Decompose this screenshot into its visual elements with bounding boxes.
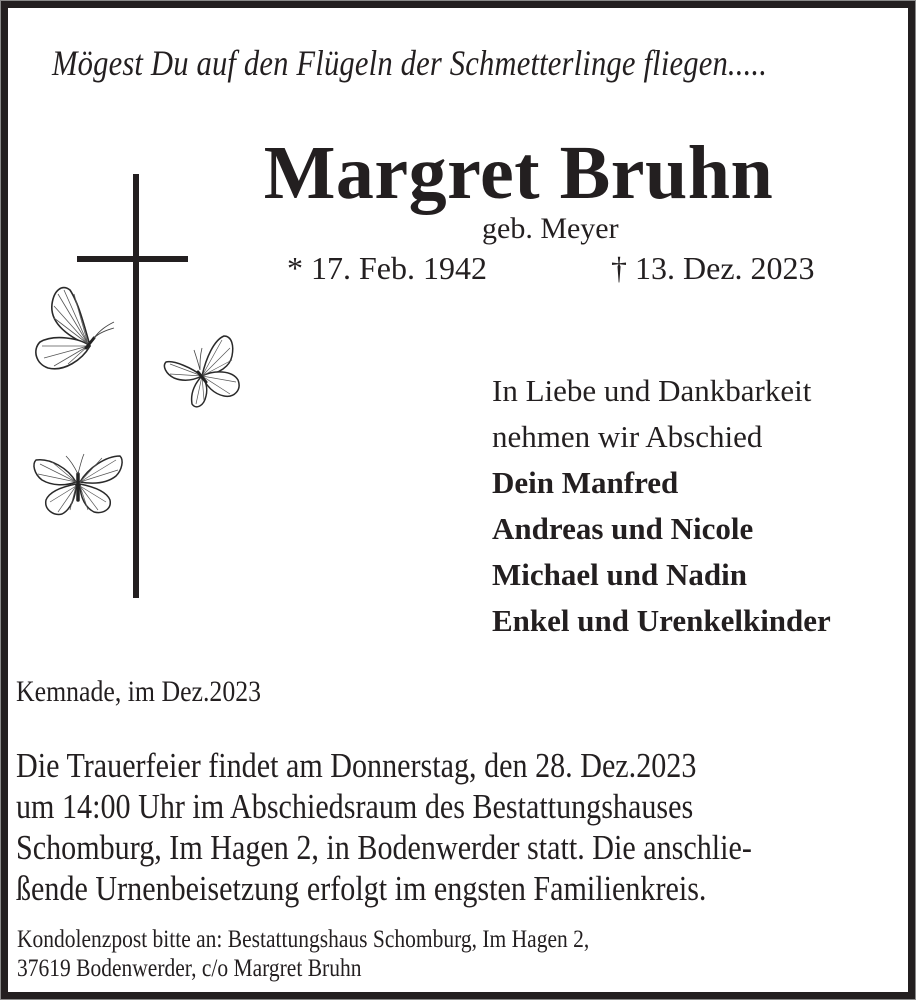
service-details xyxy=(16,745,752,909)
motto: Mögest Du auf den Flügeln der Schmetterlinge fliegen..... xyxy=(52,43,768,83)
cross-horizontal-bar xyxy=(77,256,188,262)
service-line: Schomburg, Im Hagen 2, in Bodenwerder statt. Die anschlie- xyxy=(16,828,752,867)
service-line: Die Trauerfeier findet am Donnerstag, den 28. Dez.2023 xyxy=(16,746,697,785)
condolence-address xyxy=(17,925,589,983)
condolence-line: Kondolenzpost bitte an: Bestattungshaus Schomburg, Im Hagen 2, xyxy=(17,926,590,953)
service-line: ßende Urnenbeisetzung erfolgt im engsten Familienkreis. xyxy=(16,869,707,908)
birth-date: * 17. Feb. 1942 xyxy=(287,250,487,286)
butterfly-icon xyxy=(32,452,124,520)
farewell-block xyxy=(492,368,831,644)
deceased-name: Margret Bruhn xyxy=(263,131,774,215)
death-date: † 13. Dez. 2023 xyxy=(611,250,815,286)
cross-vertical-bar xyxy=(133,174,139,598)
butterfly-icon xyxy=(162,334,242,410)
mourner-name: Enkel und Urenkelkinder xyxy=(492,603,831,638)
mourner-name: Michael und Nadin xyxy=(492,557,747,592)
mourner-name: Dein Manfred xyxy=(492,465,679,500)
butterfly-icon xyxy=(32,284,116,372)
maiden-name: geb. Meyer xyxy=(482,212,619,245)
mourner-name: Andreas und Nicole xyxy=(492,511,754,546)
service-line: um 14:00 Uhr im Abschiedsraum des Bestattungshauses xyxy=(16,787,694,826)
place-date: Kemnade, im Dez.2023 xyxy=(16,675,262,708)
condolence-line: 37619 Bodenwerder, c/o Margret Bruhn xyxy=(17,955,362,982)
farewell-line: nehmen wir Abschied xyxy=(492,419,763,454)
farewell-line: In Liebe und Dankbarkeit xyxy=(492,373,812,408)
